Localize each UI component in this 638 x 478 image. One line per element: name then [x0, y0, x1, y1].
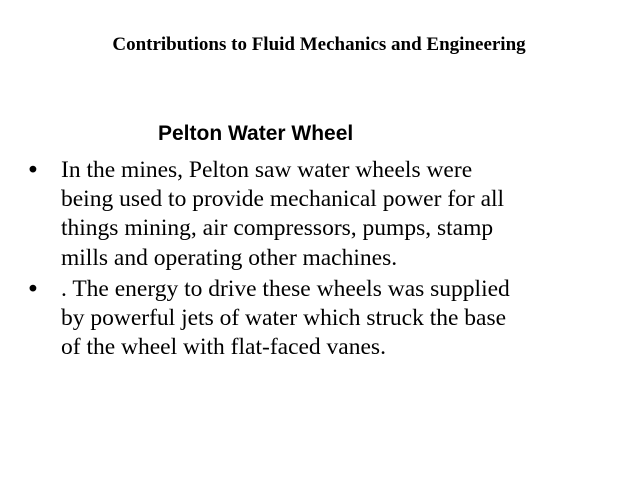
slide-title: Contributions to Fluid Mechanics and Engineering — [112, 34, 526, 55]
bullet-line: mills and operating other machines. — [61, 244, 398, 271]
bullet-line: . The energy to drive these wheels was supplied — [61, 275, 510, 302]
bullet-icon: • — [26, 156, 40, 184]
bullet-line: being used to provide mechanical power for all — [61, 186, 505, 213]
bullet-item — [24, 156, 614, 273]
bullet-line: things mining, air compressors, pumps, stamp — [61, 215, 494, 242]
bullet-item — [24, 275, 614, 363]
bullet-line: of the wheel with flat-faced vanes. — [61, 334, 386, 361]
bullet-list — [24, 156, 614, 364]
bullet-icon: • — [26, 274, 40, 303]
bullet-line: by powerful jets of water which struck the base — [61, 305, 507, 332]
bullet-line: In the mines, Pelton saw water wheels were — [61, 157, 473, 183]
subheading: Pelton Water Wheel — [158, 122, 354, 145]
